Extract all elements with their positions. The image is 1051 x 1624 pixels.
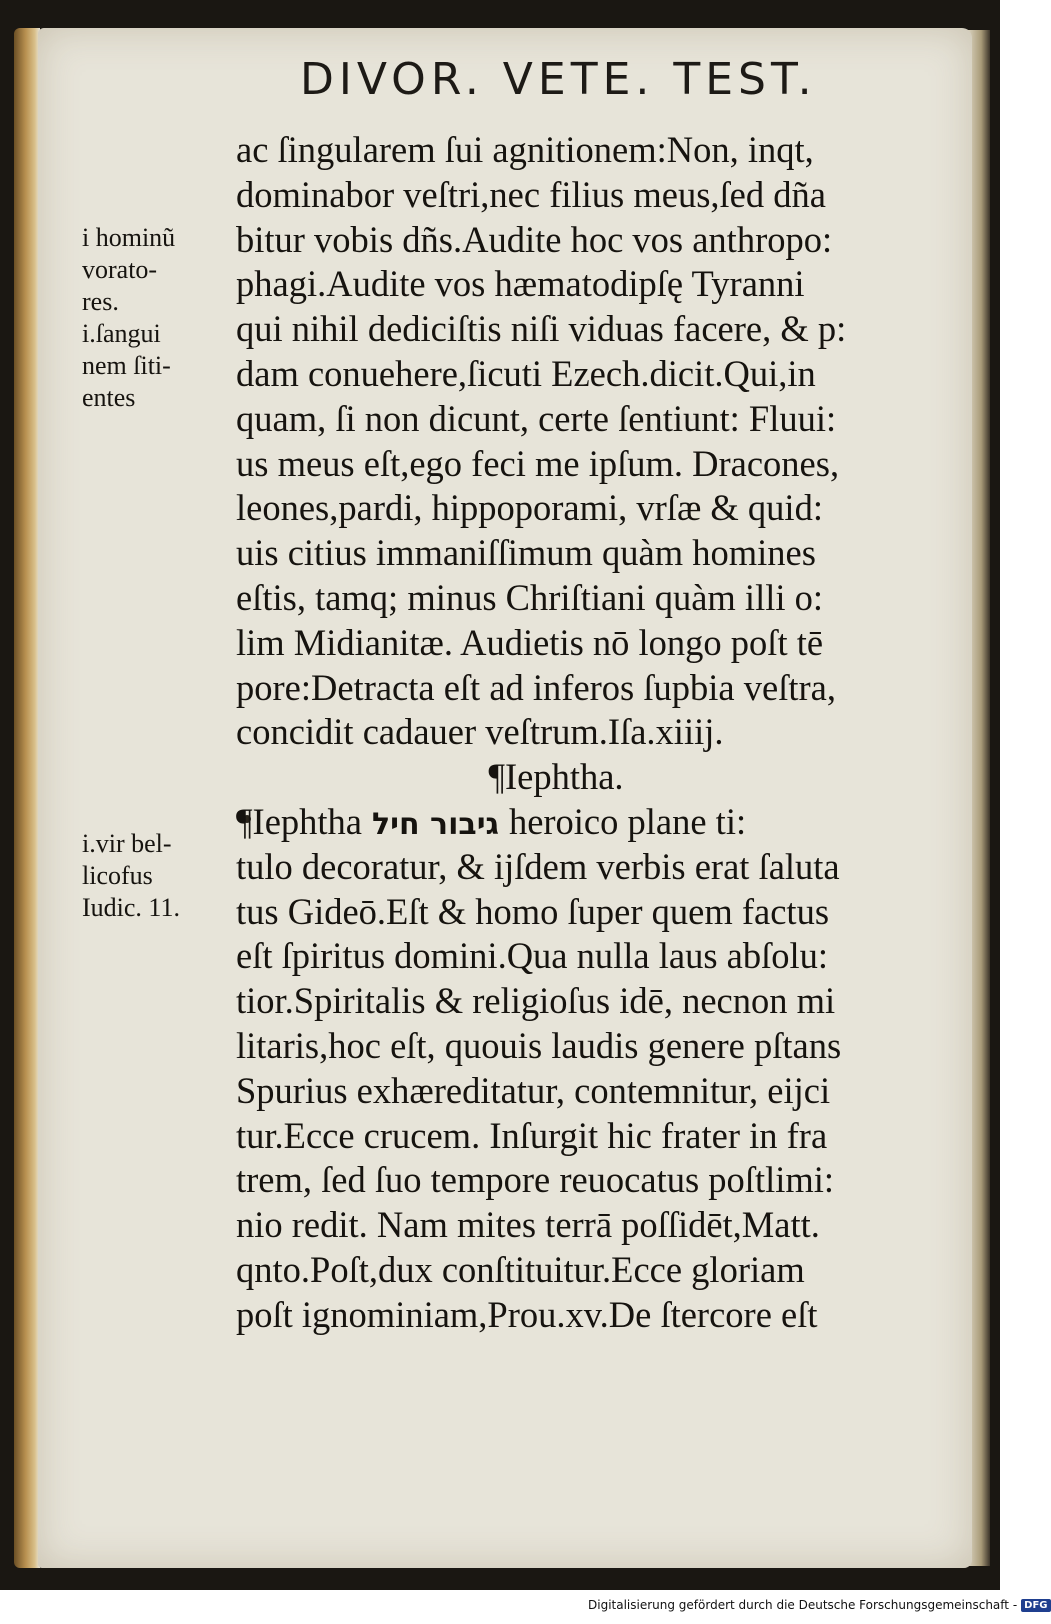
text-line: eſtis, tamq; minus Chriſtiani quàm illi o: — [236, 576, 824, 618]
margin-note-line: vorato- — [82, 255, 158, 284]
text-line: tulo decoratur, & ijſdem verbis erat ſaluta — [236, 845, 840, 887]
section-heading: ¶Iephtha. — [488, 756, 624, 798]
text-line: lim Midianitæ. Audietis nō longo poſt tē — [236, 621, 824, 663]
text-line: concidit cadauer veſtrum.Iſa.xiiij. — [236, 711, 724, 753]
main-text — [236, 128, 936, 1338]
book-edge-left — [14, 28, 40, 1568]
margin-note-2 — [82, 828, 222, 924]
text-line: poſt ignominiam,Prou.xv.De ſtercore eſt — [236, 1293, 818, 1335]
text-line: Spurius exhæreditatur, contemnitur, eijci — [236, 1069, 831, 1111]
text-line: us meus eſt,ego feci me ipſum. Dracones, — [236, 442, 840, 484]
jephtha-name: ¶Iephtha — [236, 800, 362, 842]
running-head: DIVOR. VETE. TEST. — [300, 54, 817, 105]
text-line: tur.Ecce crucem. Inſurgit hic frater in fra — [236, 1114, 828, 1156]
margin-note-line: licofus — [82, 861, 153, 890]
text-line: phagi.Audite vos hæmatodipſę Tyranni — [236, 263, 805, 305]
digitization-footer — [588, 1594, 1048, 1616]
text-line: trem, ſed ſuo tempore reuocatus poſtlimi: — [236, 1159, 835, 1201]
margin-note-line: nem ſiti- — [82, 351, 171, 380]
margin-note-line: Iudic. 11. — [82, 893, 180, 922]
jephtha-line-rest: heroico plane ti: — [508, 800, 747, 842]
footer-text: Digitalisierung gefördert durch die Deutsche Forschungsgemeinschaft - — [588, 1598, 1018, 1612]
text-line: eſt ſpiritus domini.Qua nulla laus abſolu: — [236, 935, 829, 977]
text-line: bitur vobis dñs.Audite hoc vos anthropo: — [236, 218, 833, 260]
text-line: tior.Spiritalis & religioſus idē, necnon mi — [236, 980, 836, 1022]
margin-note-line: entes — [82, 383, 136, 412]
text-line: quam, ſi non dicunt, certe ſentiunt: Fluui: — [236, 397, 837, 439]
margin-note-line: i.vir bel- — [82, 829, 172, 858]
text-line: ac ſingularem ſui agnitionem:Non, inqt, — [236, 129, 814, 170]
text-line: qui nihil dediciſtis niſi viduas facere, & p: — [236, 308, 847, 350]
margin-note-line: i hominũ — [82, 223, 176, 252]
text-line: uis citius immaniſſimum quàm homines — [236, 532, 816, 574]
text-line: pore:Detracta eſt ad inferos ſupbia veſtra, — [236, 666, 836, 708]
text-line: leones,pardi, hippoporami, vrſæ & quid: — [236, 487, 823, 529]
text-line: nio redit. Nam mites terrā poſſidēt,Matt. — [236, 1204, 820, 1246]
margin-note-line: res. — [82, 287, 119, 316]
text-line: litaris,hoc eſt, quouis laudis genere pſtans — [236, 1024, 842, 1066]
text-line: qnto.Poſt,dux conſtituitur.Ecce gloriam — [236, 1248, 805, 1290]
margin-note-line: i.ſangui — [82, 319, 161, 348]
dfg-logo: DFG — [1021, 1599, 1050, 1612]
hebrew-phrase: גיבור חיל — [372, 806, 499, 842]
margin-note-1 — [82, 222, 222, 414]
text-line: dam conuehere,ſicuti Ezech.dicit.Qui,in — [236, 352, 816, 394]
text-line: dominabor veſtri,nec filius meus,ſed dña — [236, 173, 826, 215]
text-line: tus Gideō.Eſt & homo ſuper quem factus — [236, 890, 830, 932]
text-line-jephtha — [236, 800, 936, 845]
